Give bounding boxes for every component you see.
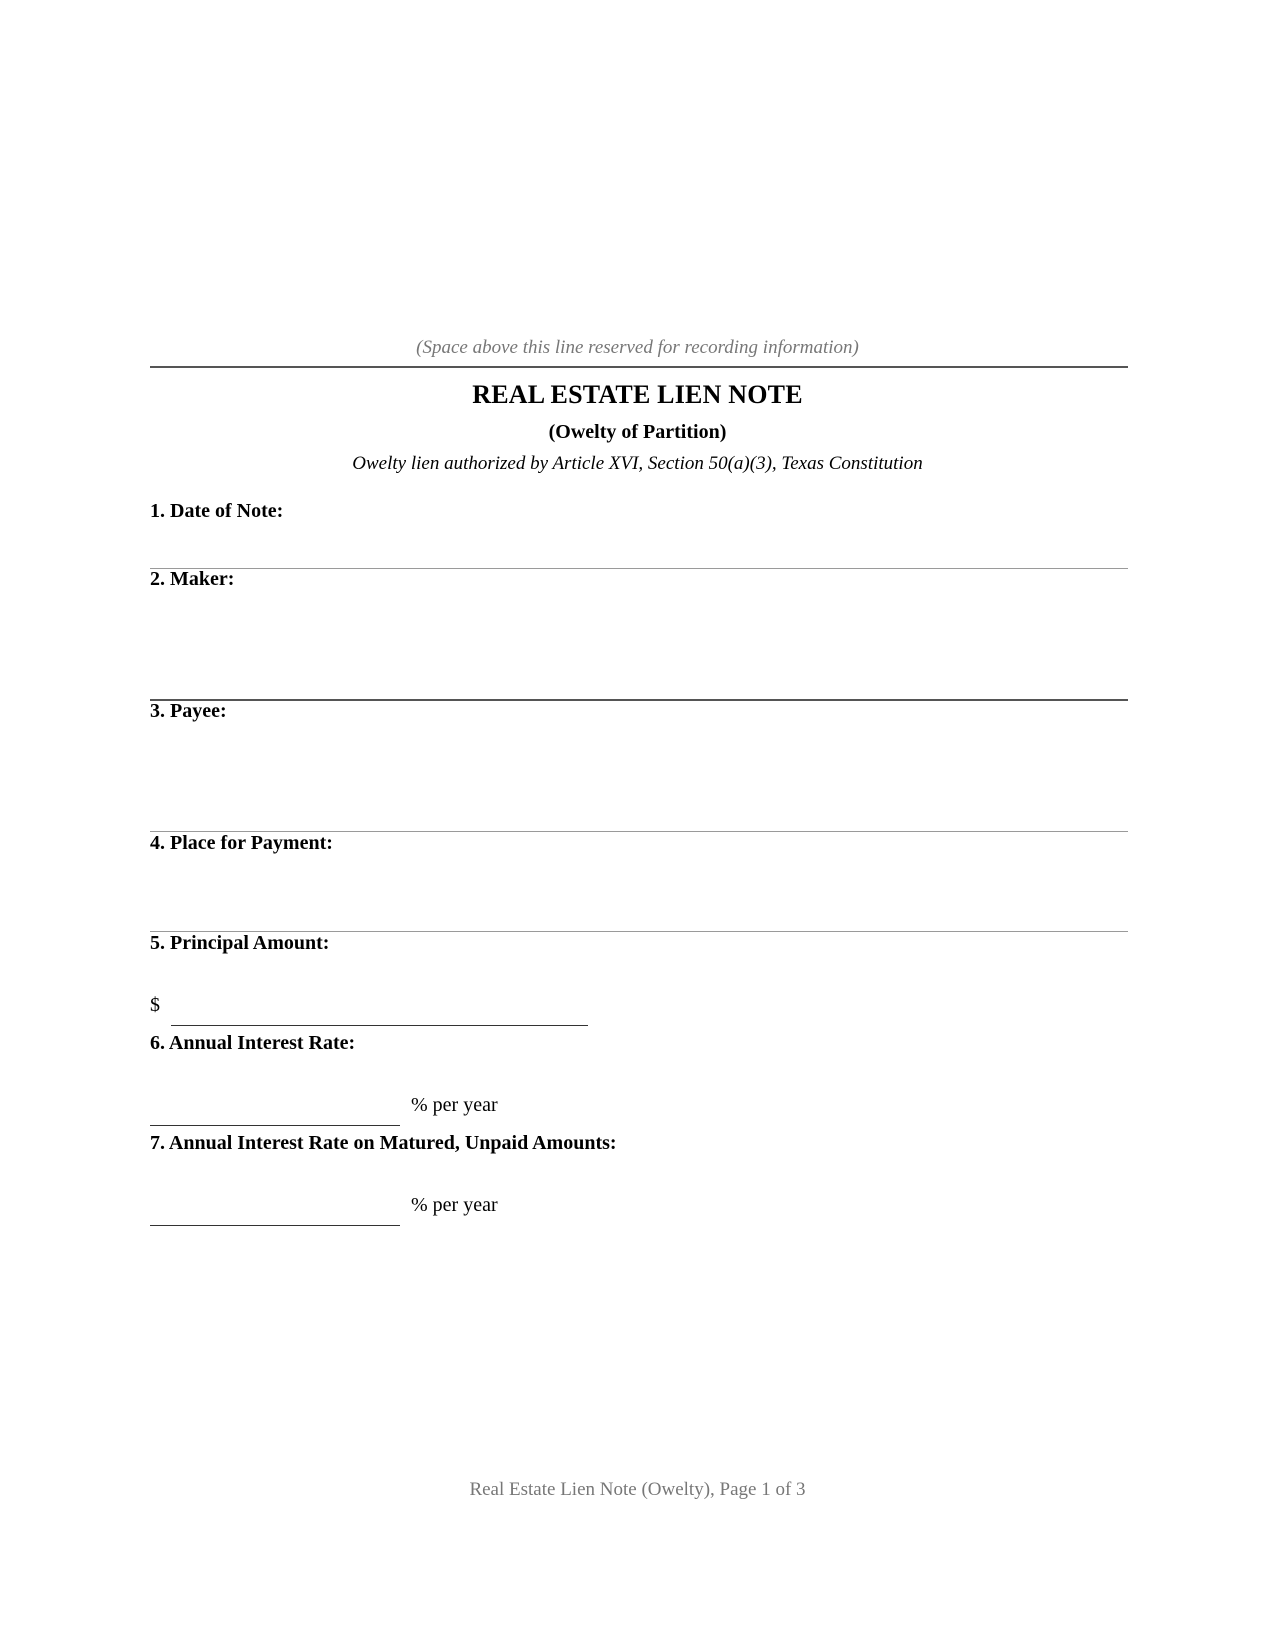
authority-statement: Owelty lien authorized by Article XVI, Section 50(a)(3), Texas Constitution	[352, 453, 923, 474]
annual-interest-rate-label: 6. Annual Interest Rate:	[150, 1032, 356, 1054]
document-subtitle: (Owelty of Partition)	[548, 421, 727, 443]
document-title: REAL ESTATE LIEN NOTE	[472, 380, 803, 409]
payee-label: 3. Payee:	[150, 700, 227, 722]
annual-interest-rate-line	[150, 1125, 400, 1126]
recording-space-note: (Space above this line reserved for recording information)	[416, 337, 859, 358]
matured-interest-rate-line	[150, 1225, 400, 1226]
date-of-note-label: 1. Date of Note:	[150, 500, 284, 522]
maker-divider	[150, 699, 1128, 701]
matured-interest-rate-label: 7. Annual Interest Rate on Matured, Unpaid Amounts:	[150, 1132, 617, 1154]
date-of-note-divider	[150, 568, 1128, 569]
currency-symbol: $	[150, 994, 160, 1016]
annual-interest-rate-unit: % per year	[411, 1094, 498, 1116]
maker-label: 2. Maker:	[150, 568, 235, 590]
place-for-payment-label: 4. Place for Payment:	[150, 832, 333, 854]
principal-amount-label: 5. Principal Amount:	[150, 932, 330, 954]
page-footer: Real Estate Lien Note (Owelty), Page 1 of 3	[469, 1479, 806, 1500]
matured-interest-rate-unit: % per year	[411, 1194, 498, 1216]
principal-amount-line	[171, 1025, 588, 1026]
recording-divider	[150, 366, 1128, 368]
